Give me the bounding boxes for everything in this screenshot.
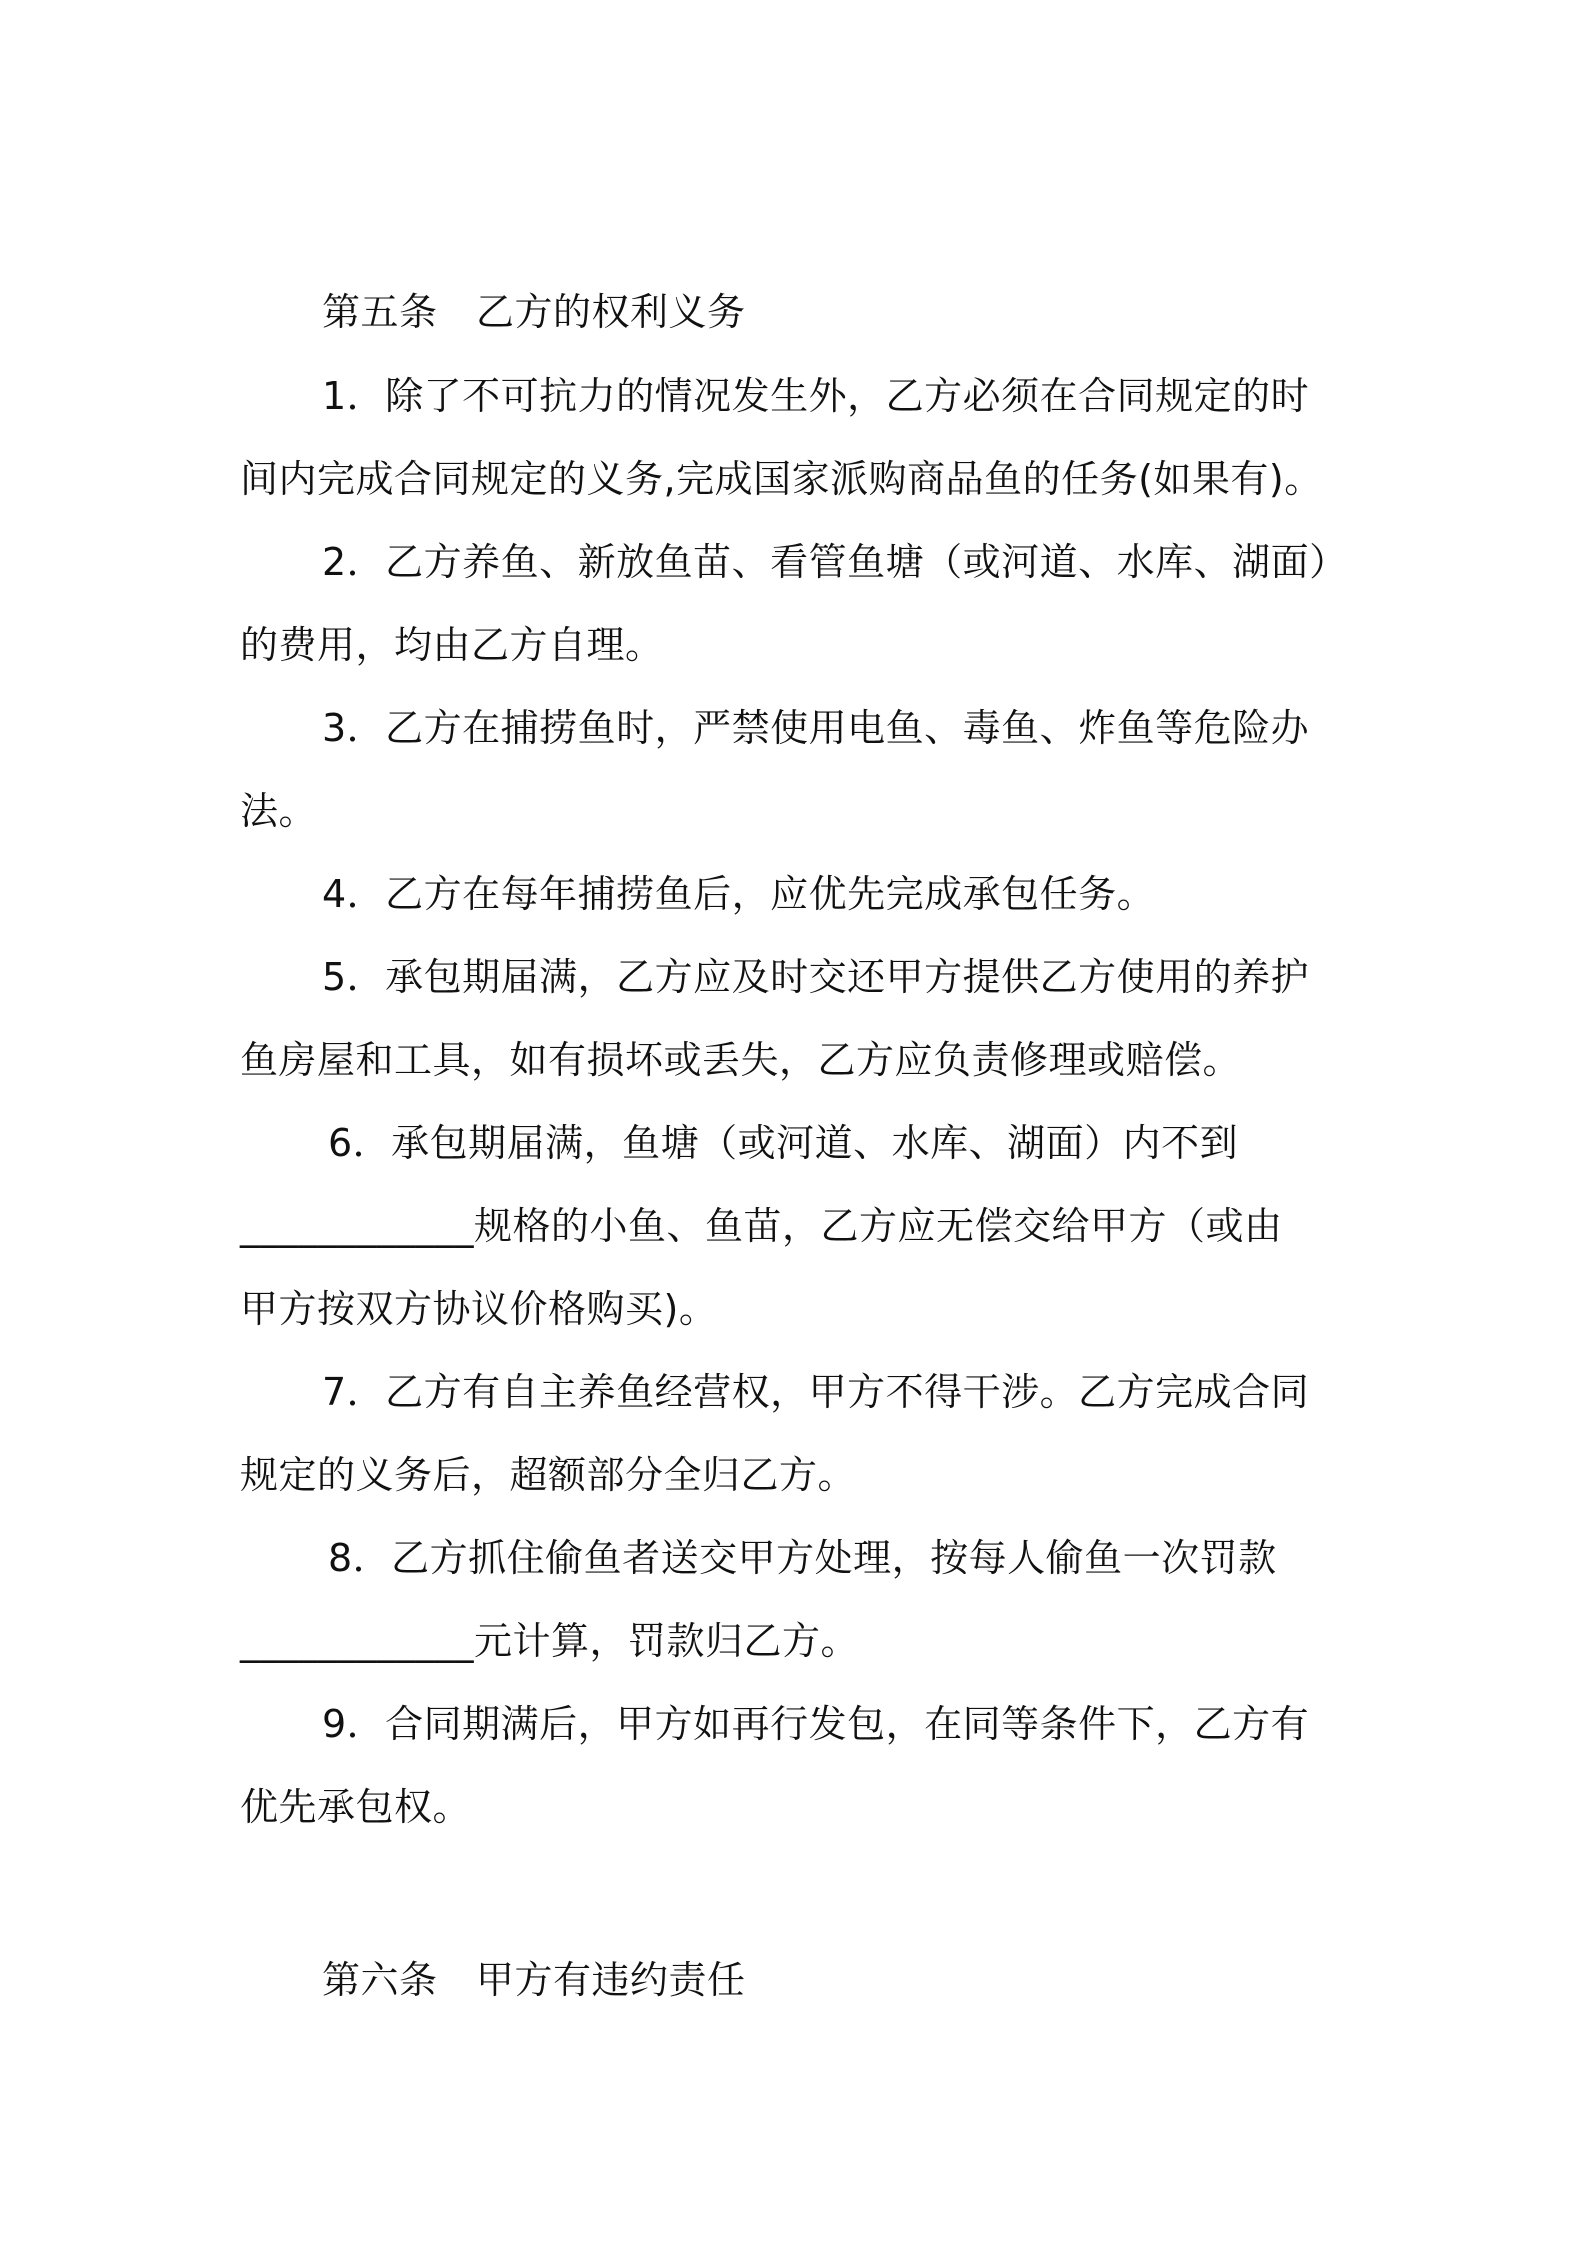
item-7-line-2: 规定的义务后，超额部分全归乙方。	[240, 1453, 857, 1497]
item-3-line-2: 法。	[240, 789, 318, 833]
item-8-line-1: 8．乙方抓住偷鱼者送交甲方处理，按每人偷鱼一次罚款	[328, 1536, 1277, 1580]
item-6-line-2: ____________规格的小鱼、鱼苗，乙方应无偿交给甲方（或由	[240, 1204, 1283, 1248]
item-1-line-2: 间内完成合同规定的义务,完成国家派购商品鱼的任务(如果有)。	[240, 457, 1323, 501]
item-8-line-2: ____________元计算，罚款归乙方。	[240, 1619, 860, 1663]
item-3-line-1: 3．乙方在捕捞鱼时，严禁使用电鱼、毒鱼、炸鱼等危险办	[322, 706, 1310, 750]
item-6-line-3: 甲方按双方协议价格购买)。	[240, 1287, 718, 1331]
item-2-line-2: 的费用，均由乙方自理。	[240, 623, 664, 667]
item-4-line-1: 4．乙方在每年捕捞鱼后，应优先完成承包任务。	[322, 872, 1156, 916]
item-5-line-1: 5．承包期届满，乙方应及时交还甲方提供乙方使用的养护	[322, 955, 1310, 999]
section-5-title: 第五条 乙方的权利义务	[322, 290, 746, 334]
item-5-line-2: 鱼房屋和工具，如有损坏或丢失，乙方应负责修理或赔偿。	[240, 1038, 1242, 1082]
item-1-line-1: 1．除了不可抗力的情况发生外，乙方必须在合同规定的时	[322, 374, 1310, 418]
item-9-line-1: 9．合同期满后，甲方如再行发包，在同等条件下，乙方有	[322, 1702, 1310, 1746]
item-7-line-1: 7．乙方有自主养鱼经营权，甲方不得干涉。乙方完成合同	[322, 1370, 1310, 1414]
item-2-line-1: 2．乙方养鱼、新放鱼苗、看管鱼塘（或河道、水库、湖面）	[322, 540, 1348, 584]
section-6-title: 第六条 甲方有违约责任	[322, 1958, 746, 2002]
item-6-line-1: 6．承包期届满，鱼塘（或河道、水库、湖面）内不到	[328, 1121, 1239, 1165]
item-9-line-2: 优先承包权。	[240, 1785, 472, 1829]
